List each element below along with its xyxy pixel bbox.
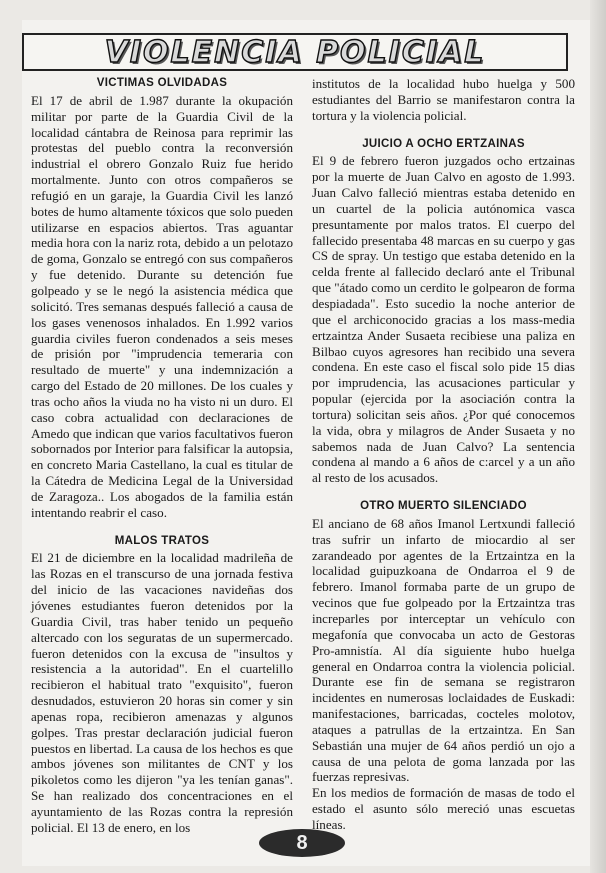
section-text-otro-muerto-closing: En los medios de formación de masas de todo el estado el asunto sólo mereció unas escuetas líneas. <box>312 785 575 832</box>
section-title-victimas-olvidadas: VICTIMAS OLVIDADAS <box>96 77 228 89</box>
left-column <box>31 76 293 836</box>
section-title-malos-tratos: MALOS TRATOS <box>114 534 210 547</box>
section-text-otro-muerto: El anciano de 68 años Imanol Lertxundi falleció tras sufrir un infarto de miocardio al ser zarandeado por agentes de la Ertzaintza en la localidad guipuzkoana de Ondarroa el 9 de febrero. Imanol formaba parte de un grupo de vecinos que fue golpeado por la Ertzaintza tras increparles por interceptar un vehículo con megafonía que convocaba un acto de Gestoras Pro-amnistía. Al día siguiente hubo huelga general en Ondarroa contra la violencia policial. Durante ese fin de semana se registraron incidentes en numerosas loclaidades de Euskadi: manifestaciones, barricadas, cocteles molotov, ataques a patrullas de la ertzaintza. En San Sebastián una mujer de 64 años perdió un ojo a causa de una pelota de goma lanzada por las fuerzas represivas. <box>312 515 575 785</box>
page-title: VIOLENCIA POLICIAL <box>104 34 486 70</box>
section-title-otro-muerto: OTRO MUERTO SILENCIADO <box>360 500 527 513</box>
page-number: 8 <box>296 831 308 854</box>
section-text-victimas-olvidadas: El 17 de abril de 1.987 durante la okupación militar por parte de la Guardia Civil de la localidad cántabra de Reinosa para reprimir las protestas del pueblo contra la reconversión industrial el obrero Gonzalo Ruiz fue herido mortalmente. Junto con otros compañeros se refugió en un garaje, la Guardia Civil les lanzó botes de humo altamente tóxicos que solo pueden utilizarse en espacios abiertos. Tras aguantar media hora con la nariz rota, debido a un pelotazo de goma, Gonzalo se entregó con sus compañeros y fue detenido. Durante su detención fue golpeado y se le negó la asistencia médica que solicitó. Tres semanas después falleció a causa de los gases venenosos inhalados. En 1.992 varios guardia civiles fueron condenados a seis meses de prisión por "imprudencia temeraria con resultado de muerte" y una indemnización a cargo del Estado de 20 millones. De los cuales y tras ocho años la viuda no ha visto ni un duro. El caso cobra actualidad con declaraciones de Amedo que indican que varios facultativos fueron sobornados por Interior para falsificar la autopsia, en concreto Maria Castellano, la cual es titular de la Cátedra de Medicina Legal de la Universidad de Zaragoza.. Los abogados de la familia están intentando reabrir el caso. <box>31 92 293 520</box>
title-banner <box>22 33 568 71</box>
right-column <box>312 76 575 833</box>
section-text-juicio-ertzainas: El 9 de febrero fueron juzgados ocho ertzainas por la muerte de Juan Calvo en agosto de 1.993. Juan Calvo falleció mientras estaba detenido en un cuartel de la policia autónomica vasca presuntamente por malos tratos. El cuerpo del fallecido presentaba 48 marcas en su cuerpo y gas CS de spray. Un testigo que estaba detenido en la celda frente al fallecido declaró ante el Tribunal que "átado como un cerdito le golpearon de forma despiadada". Esto sucedio la noche anterior de que el archiconocido gracias a los mass-media ertzaintza Ander Susaeta recibiese una paliza en Bilbao cuyos agresores han recibido una severa condena. En este caso el fiscal solo pide 15 dias por imprudencia, las acusaciones particular y popular (ejercida por la asociación contra la tortura) solicitan seis años. ¿Por qué conocemos la vida, obra y milagros de Ander Susaeta y no sabemos nada de Juan Calvo? La sentencia condena al mando a 6 años de c:arcel y a un año al resto de los acusados. <box>312 153 575 486</box>
page-number-badge <box>259 829 345 857</box>
section-title-juicio-ertzainas: JUICIO A OCHO ERTZAINAS <box>362 137 525 150</box>
continuation-text: institutos de la localidad hubo huelga y 500 estudiantes del Barrio se manifestaron contra la tortura y la violencia policial. <box>312 76 575 123</box>
section-text-malos-tratos: El 21 de diciembre en la localidad madrileña de las Rozas en el transcurso de una jornada festiva del inicio de las vacaciones navideñas dos jóvenes estudiantes fueron detenidos por la Guardia Civil, tras haber tenido un pequeño altercado con los seguratas de un supermercado. fueron detenidos con la excusa de "insultos y resistencia a la autoridad". En el cuartelillo recibieron el habitual trato "exquisito", fueron desnudados, estuvieron 20 horas sin comer y sin apenas ropa, recibieron amenazas y algunos golpes. Tras prestar declaración judicial fueron puestos en libertad. La causa de los hechos es que ambos jóvenes son militantes de CNT y los pikoletos como les dijeron "ya les tenían ganas". Se han realizado dos concentraciones en el ayuntamiento de las Rozas contra la represión policial. El 13 de enero, en los <box>31 550 293 835</box>
page-edge-shadow <box>590 0 606 873</box>
